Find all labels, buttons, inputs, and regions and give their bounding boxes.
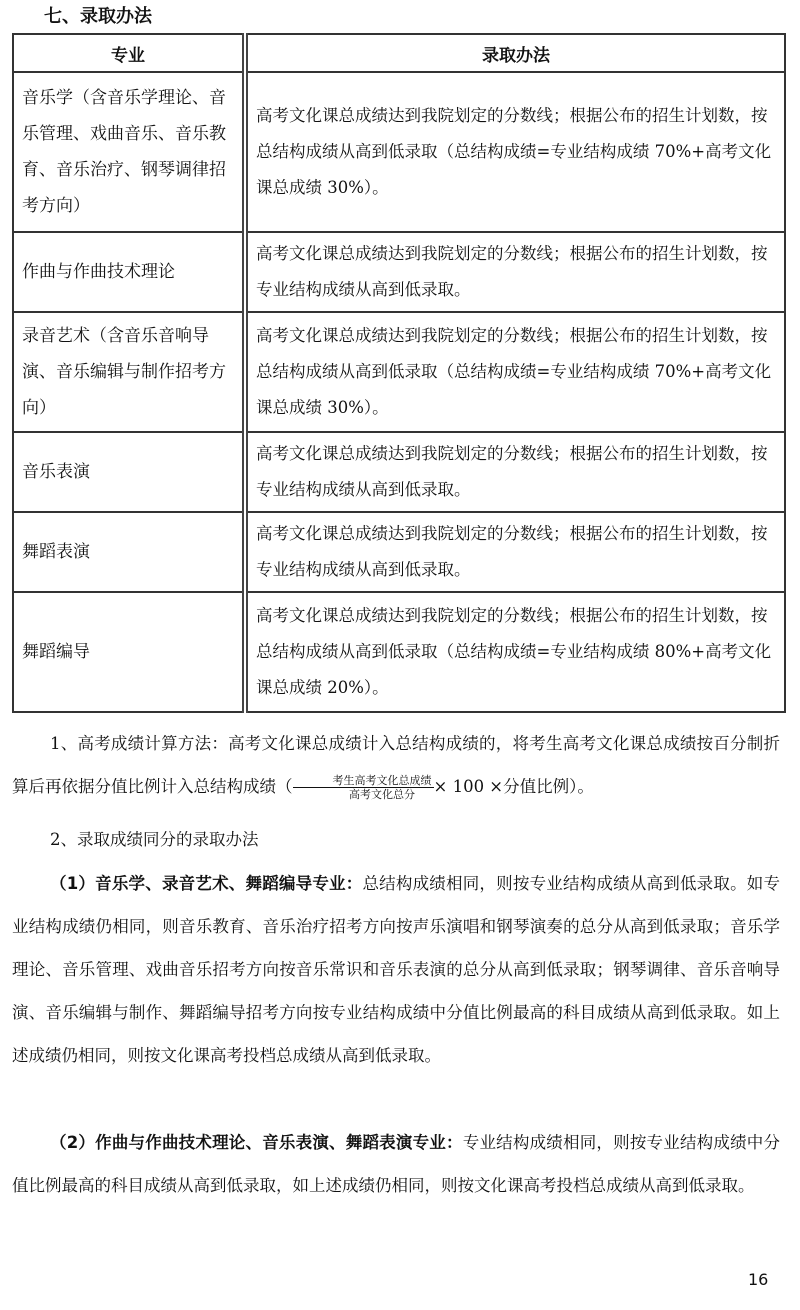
header-major: 专业: [13, 34, 245, 72]
tie-rule-1-label: （1）音乐学、录音艺术、舞蹈编导专业：: [50, 874, 363, 893]
table-header-row: [13, 34, 785, 72]
table-row: [13, 512, 785, 592]
calc-method-label: 1、高考成绩计算方法：: [50, 734, 229, 753]
major-cell: 音乐学（含音乐学理论、音乐管理、戏曲音乐、音乐教育、音乐治疗、钢琴调律招考方向）: [13, 72, 245, 232]
calc-method-paragraph: [12, 722, 780, 808]
tie-rule-2: [12, 1121, 780, 1207]
method-cell: 高考文化课总成绩达到我院划定的分数线；根据公布的招生计划数，按总结构成绩从高到低录取（总结构成绩=专业结构成绩 70%+高考文化课总成绩 30%）。: [245, 312, 785, 432]
page-number: 16: [748, 1270, 769, 1289]
method-cell: 高考文化课总成绩达到我院划定的分数线；根据公布的招生计划数，按专业结构成绩从高到低录取。: [245, 432, 785, 512]
table-row: [13, 432, 785, 512]
admission-table: [12, 33, 786, 713]
calc-method-text: 高考文化课总成绩计入总结构成绩的，将考生高考文化课总成绩按百分制折算后再依据分值比例计入总结构成绩（: [12, 734, 781, 796]
table-row: [13, 232, 785, 312]
method-cell: 高考文化课总成绩达到我院划定的分数线；根据公布的招生计划数，按总结构成绩从高到低录取（总结构成绩=专业结构成绩 70%+高考文化课总成绩 30%）。: [245, 72, 785, 232]
tie-heading: 2、录取成绩同分的录取办法: [50, 830, 259, 849]
header-method: 录取办法: [245, 34, 785, 72]
major-cell: 舞蹈表演: [13, 512, 245, 592]
tie-rule-2-text: 专业结构成绩相同，则按专业结构成绩中分值比例最高的科目成绩从高到低录取，如上述成绩仍相同，则按文化课高考投档总成绩从高到低录取。: [12, 1133, 781, 1195]
tie-rule-2-label: （2）作曲与作曲技术理论、音乐表演、舞蹈表演专业：: [50, 1133, 463, 1152]
tie-rule-1-text: 总结构成绩相同，则按专业结构成绩从高到低录取。如专业结构成绩仍相同，则音乐教育、音乐治疗招考方向按声乐演唱和钢琴演奏的总分从高到低录取；音乐学理论、音乐管理、戏曲音乐招考方向按音乐常识和音乐表演的总分从高到低录取；钢琴调律、音乐音响导演、音乐编辑与制作、舞蹈编导招考方向按专业结构成绩中分值比例最高的科目成绩从高到低录取。如上述成绩仍相同，则按文化课高考投档总成绩从高到低录取。: [12, 874, 781, 1065]
major-cell: 舞蹈编导: [13, 592, 245, 712]
fraction-numerator: 考生高考文化总成绩: [293, 774, 434, 788]
tie-rule-1: [12, 862, 780, 1077]
method-cell: 高考文化课总成绩达到我院划定的分数线；根据公布的招生计划数，按专业结构成绩从高到低录取。: [245, 232, 785, 312]
section-heading: 七、录取办法: [44, 6, 152, 27]
table-row: [13, 312, 785, 432]
score-fraction: [293, 774, 434, 801]
method-cell: 高考文化课总成绩达到我院划定的分数线；根据公布的招生计划数，按总结构成绩从高到低录取（总结构成绩=专业结构成绩 80%+高考文化课总成绩 20%）。: [245, 592, 785, 712]
method-cell: 高考文化课总成绩达到我院划定的分数线；根据公布的招生计划数，按专业结构成绩从高到低录取。: [245, 512, 785, 592]
major-cell: 作曲与作曲技术理论: [13, 232, 245, 312]
major-cell: 录音艺术（含音乐音响导演、音乐编辑与制作招考方向）: [13, 312, 245, 432]
table-row: [13, 72, 785, 232]
calc-method-tail: × 100 ×分值比例）。: [433, 777, 594, 796]
table-row: [13, 592, 785, 712]
major-cell: 音乐表演: [13, 432, 245, 512]
fraction-denominator: 高考文化总分: [349, 788, 415, 801]
